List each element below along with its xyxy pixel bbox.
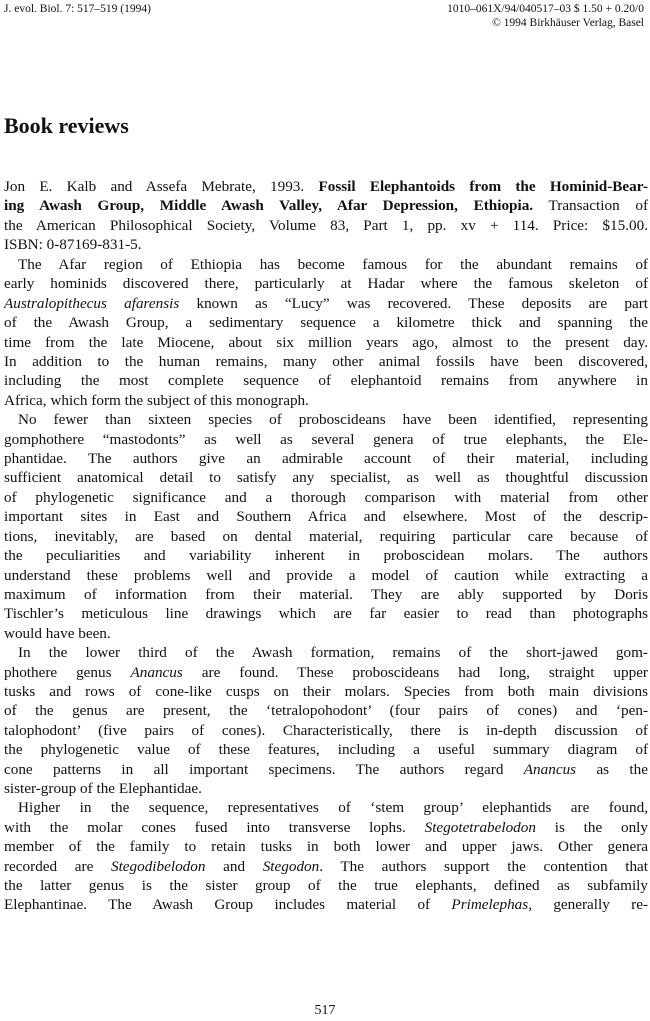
running-header-right [447,2,644,30]
body-line: the peculiarities and variability inherent in proboscidean molars. The authors [4,547,648,565]
body-line: early hominids discovered there, particularly at Hadar where the famous skeleton of [4,275,648,293]
body-line: In the lower third of the Awash formation, remains of the short-jawed gom- [18,644,648,662]
body-line: sufficient anatomical detail to satisfy any specialist, as well as thoughtful discussion [4,469,648,487]
running-header-journal: J. evol. Biol. 7: 517–519 (1994) [4,3,151,15]
body-line: cone patterns in all important specimens. The authors regard Anancus as the [4,760,648,778]
body-line: In addition to the human remains, many other animal fossils have been discovered, [4,353,648,371]
reference-series-part-1: Transaction of [548,197,648,215]
reference-authors: Jon E. Kalb and Assefa Mebrate, 1993. [4,178,305,195]
reference-title-part-1: Fossil Elephantoids from the Hominid-Bear- [318,178,649,195]
page-number: 517 [314,1003,336,1018]
body-line: tions, inevitably, are based on dental material, requiring particular care because of [4,527,648,545]
body-line: would have been. [4,624,111,642]
body-line: No fewer than sixteen species of proboscideans have been identified, representing [18,411,648,429]
body-line: talophodont’ (five pairs of cones). Characteristically, there is in-depth discussion of [4,721,648,739]
reference-line-3: the American Philosophical Society, Volume 83, Part 1, pp. xv + 114. Price: $15.00. [4,216,648,234]
section-title: Book reviews [4,113,129,138]
body-line: the phylogenetic value of these features, including a useful summary diagram of [4,741,648,759]
body-line: with the molar cones fused into transverse lophs. Stegotetrabelodon is the only [4,818,648,836]
body-line: of phylogenetic significance and a thorough comparison with material from other [4,488,648,506]
body-line: including the most complete sequence of elephantoid remains from anywhere in [4,372,648,390]
body-line: phantidae. The authors give an admirable account of their material, including [4,450,648,468]
reference-line-1 [4,177,648,196]
body-line: Tischler’s meticulous line drawings which are far easier to read than photographs [4,605,648,623]
copyright-line: © 1994 Birkhäuser Verlag, Basel [492,17,644,29]
body-line: sister-group of the Elephantidae. [4,779,202,797]
body-line: maximum of information from their material. They are ably supported by Doris [4,585,648,603]
review-body [4,255,648,915]
article-code: 1010–061X/94/040517–03 $ 1.50 + 0.20/0 [447,3,644,15]
body-line: Australopithecus afarensis known as “Lucy” was recovered. These deposits are part [4,294,648,312]
body-line: time from the late Miocene, about six million years ago, almost to the present day. [4,333,648,351]
reference-line-2 [4,196,648,215]
body-line: Higher in the sequence, representatives of ‘stem group’ elephantids are found, [18,799,648,817]
body-line: phothere genus Anancus are found. These proboscideans had long, straight upper [4,663,648,681]
body-line: The Afar region of Ethiopia has become famous for the abundant remains of [18,256,648,273]
body-line: tusks and rows of cone-like cusps on their molars. Species from both main divisions [4,682,648,700]
body-line: important sites in East and Southern Africa and elsewhere. Most of the descrip- [4,508,648,526]
reference-isbn: ISBN: 0-87169-831-5. [4,236,142,254]
book-reference [4,177,648,255]
body-line: understand these problems well and provide a model of caution while extracting a [4,566,648,584]
body-line: recorded are Stegodibelodon and Stegodon. The authors support the contention that [4,857,648,875]
body-line: Africa, which form the subject of this monograph. [4,391,309,409]
body-line: of the Awash Group, a sedimentary sequence a kilometre thick and spanning the [4,314,648,332]
body-line: gomphothere “mastodonts” as well as several genera of true elephants, the Ele- [4,430,648,448]
body-line: Elephantinae. The Awash Group includes material of Primelephas, generally re- [4,896,648,914]
body-line: member of the family to retain tusks in both lower and upper jaws. Other genera [4,838,648,856]
body-line: of the genus are present, the ‘tetralopohodont’ (four pairs of cones) and ‘pen- [4,702,648,720]
reference-title-part-2: ing Awash Group, Middle Awash Valley, Afar Depression, Ethiopia. [4,197,534,215]
body-line: the latter genus is the sister group of the true elephants, defined as subfamily [4,877,648,894]
